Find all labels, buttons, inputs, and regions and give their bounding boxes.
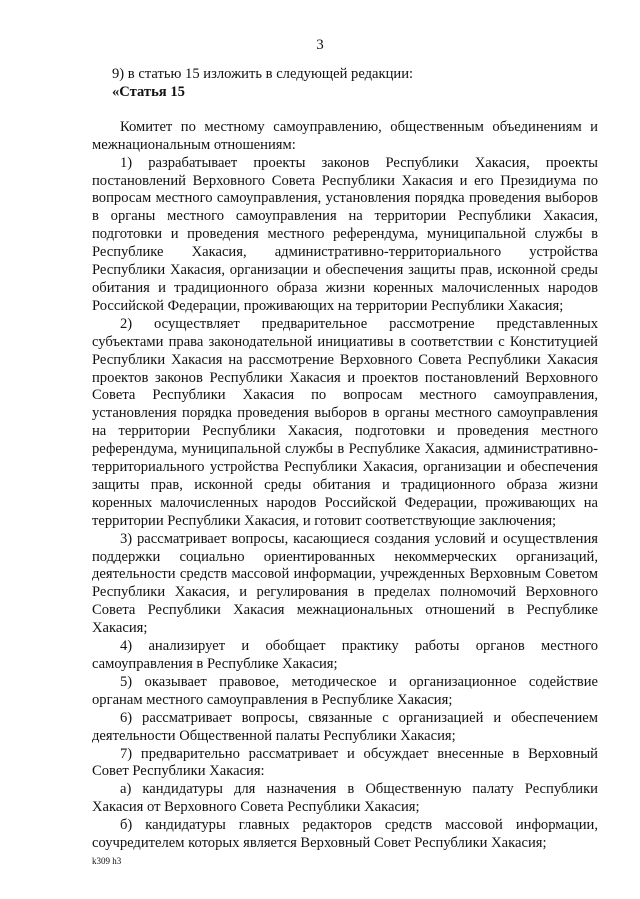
amendment-intro: 9) в статью 15 изложить в следующей редакции:	[112, 66, 414, 82]
paragraph-item-6: 6) рассматривает вопросы, связанные с организацией и обеспечением деятельности Общественной палаты Республики Хакасия;	[92, 709, 598, 744]
paragraph-item-3: 3) рассматривает вопросы, касающиеся создания условий и осуществления поддержки социально ориентированных некоммерческих организаций, деятельности средств массовой информации, учрежденных Верховным Советом Республики Хакасия, и регулирования в пределах полномочий Верховного Совета Республики Хакасия межнациональных отношений в Республике Хакасия;	[92, 530, 598, 637]
paragraph-subitem-a: а) кандидатуры для назначения в Общественную палату Республики Хакасия от Верховного Совета Республики Хакасия;	[92, 781, 598, 816]
page-number: 3	[316, 37, 324, 53]
footer-code: k309 h3	[92, 856, 122, 866]
paragraph-item-7: 7) предварительно рассматривает и обсуждает внесенные в Верховный Совет Республики Хакасия:	[92, 745, 598, 780]
paragraph-committee: Комитет по местному самоуправлению, общественным объединениям и межнациональным отношениям:	[92, 118, 598, 153]
paragraph-item-4: 4) анализирует и обобщает практику работы органов местного самоуправления в Республике Хакасия;	[92, 638, 598, 672]
paragraph-item-5: 5) оказывает правовое, методическое и организационное содействие органам местного самоуправления в Республике Хакасия;	[92, 673, 598, 708]
paragraph-subitem-b: б) кандидатуры главных редакторов средств массовой информации, соучредителем которых является Верховный Совет Республики Хакасия;	[92, 817, 598, 852]
paragraph-item-2: 2) осуществляет предварительное рассмотрение представленных субъектами права законодательной инициативы в соответствии с Конституцией Республики Хакасия на рассмотрение Верховного Совета Республики Хакасия проектов законов Республики Хакасия и проектов постановлений Верховного Совета Республики Хакасия по вопросам местного самоуправления, установления порядка проведения выборов в органы местного самоуправления на территории Республики Хакасия, подготовки и проведения местного референдума, муниципальной службы в Республике Хакасия, административно-территориального устройства Республики Хакасия, организации и обеспечения защиты прав, исконной среды обитания и традиционного образа жизни коренных малочисленных народов Российской Федерации, проживающих на территории Республики Хакасия, и готовит соответствующие заключения;	[92, 315, 598, 529]
article-title: «Статья 15	[112, 83, 185, 100]
paragraph-item-1: 1) разрабатывает проекты законов Республики Хакасия, проекты постановлений Верховного Совета Республики Хакасия и его Президиума по вопросам местного самоуправления, установления порядка проведения выборов в органы местного самоуправления на территории Республики Хакасия, подготовки и проведения местного референдума, муниципальной службы в Республике Хакасия, административно-территориального устройства Республики Хакасия, организации и обеспечения защиты прав, исконной среды обитания и традиционного образа жизни коренных малочисленных народов Российской Федерации, проживающих на территории Республики Хакасия;	[92, 154, 598, 314]
document-body	[92, 66, 598, 853]
